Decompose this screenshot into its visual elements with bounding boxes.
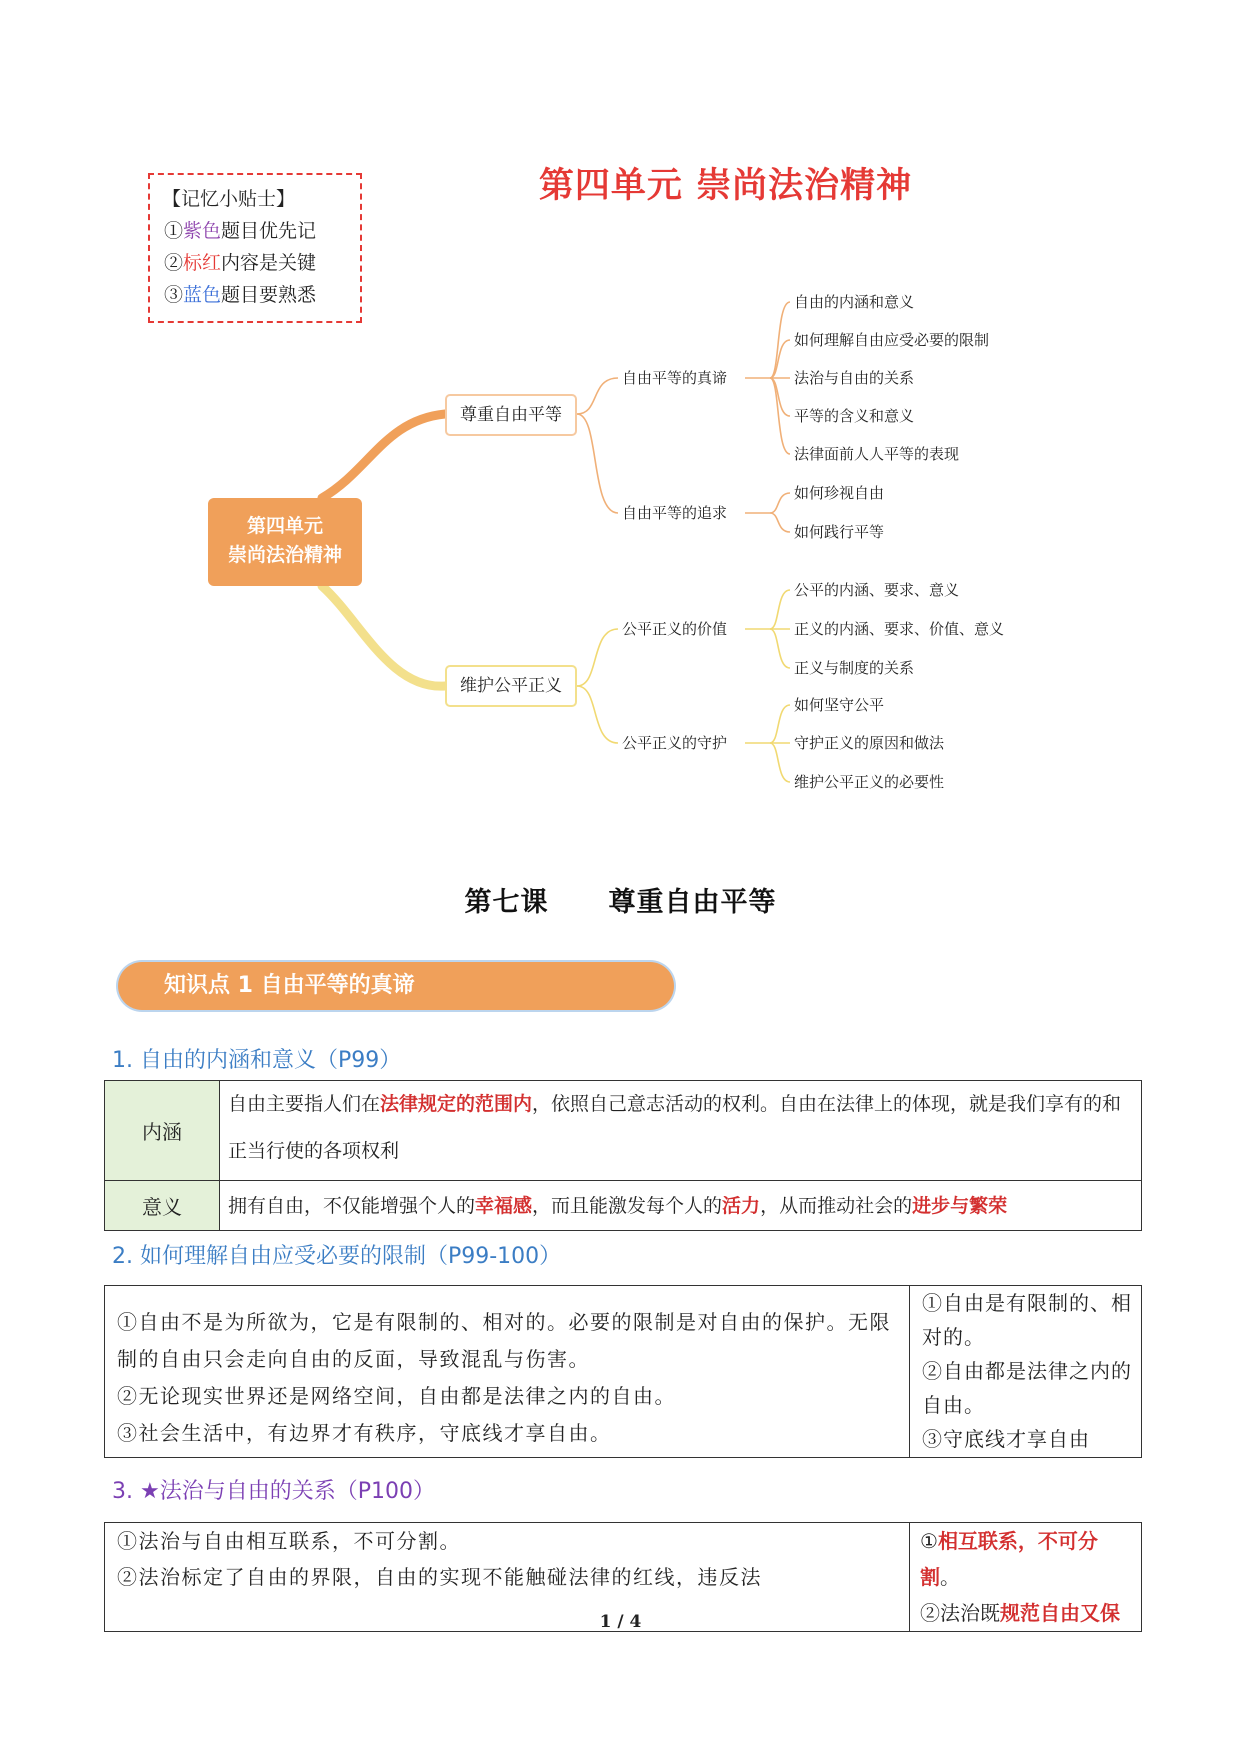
leaf-item: 平等的含义和意义 [794, 407, 915, 425]
row-text-significance: 拥有自由，不仅能增强个人的幸福感，而且能激发每个人的活力，从而推动社会的进步与繁荣 [220, 1181, 1142, 1231]
section-3-main-text: ①法治与自由相互联系，不可分割。 ②法治标定了自由的界限，自由的实现不能触碰法律的红线，违反法 [105, 1523, 910, 1632]
leaf-item: 公平的内涵、要求、意义 [794, 581, 960, 599]
connector-root-branch2 [322, 586, 445, 686]
section-2-heading: 2. 如何理解自由应受必要的限制（P99-100） [112, 1244, 562, 1269]
mindmap-root-node [208, 498, 362, 586]
mindmap-connectors [0, 0, 1241, 820]
lesson-title: 第七课 尊重自由平等 [464, 887, 777, 918]
section-2-summary: ①自由是有限制的、相对的。 ②自由都是法律之内的自由。 ③守底线才享自由 [910, 1286, 1142, 1458]
connector-b2-sub2 [577, 686, 618, 743]
section-3-summary: ①相互联系，不可分割。 ②法治既规范自由又保 [910, 1523, 1142, 1632]
tips-line-3: ③蓝色题目要熟悉 [164, 284, 317, 306]
root-line-2: 崇尚法治精神 [227, 544, 342, 566]
row-text-connotation: 自由主要指人们在法律规定的范围内，依照自己意志活动的权利。自由在法律上的体现，就是我们享有的和正当行使的各项权利 [220, 1081, 1142, 1181]
leaf-item: 正义的内涵、要求、价值、意义 [794, 620, 1005, 638]
subbranch-guarding-justice: 公平正义的守护 [622, 734, 728, 752]
knowledge-point-banner: 知识点 1 自由平等的真谛 [118, 962, 674, 1010]
section-2-main-text: ①自由不是为所欲为，它是有限制的、相对的。必要的限制是对自由的保护。无限制的自由只会走向自由的反面，导致混乱与伤害。 ②无论现实世界还是网络空间，自由都是法律之内的自由。 ③社会生活中，有边界才有秩序，守底线才享自由。 [105, 1286, 910, 1458]
section-3-heading: 3. ★法治与自由的关系（P100） [112, 1479, 435, 1504]
connector-b1-sub1 [577, 378, 618, 414]
leaf-item: 守护正义的原因和做法 [794, 734, 945, 752]
subbranch-truth-of-freedom-equality: 自由平等的真谛 [622, 369, 728, 387]
tips-title: 【记忆小贴士】 [162, 188, 296, 210]
row-label-significance: 意义 [105, 1181, 220, 1231]
section-1-heading: 1. 自由的内涵和意义（P99） [112, 1048, 402, 1073]
branch-node-uphold-justice: 维护公平正义 [445, 665, 577, 707]
leaf-item: 如何理解自由应受必要的限制 [794, 331, 990, 349]
root-line-1: 第四单元 [246, 515, 323, 537]
connector-root-branch1 [322, 414, 445, 498]
subbranch-value-of-justice: 公平正义的价值 [622, 620, 728, 638]
leaf-item: 维护公平正义的必要性 [794, 773, 945, 791]
leaf-item: 如何珍视自由 [794, 484, 885, 502]
row-label-connotation: 内涵 [105, 1081, 220, 1181]
connector-b1-sub2 [577, 414, 618, 513]
section-1-table [104, 1080, 1142, 1231]
leaf-item: 如何践行平等 [794, 523, 885, 541]
section-2-table [104, 1285, 1142, 1458]
branch-node-respect-freedom-equality: 尊重自由平等 [445, 394, 577, 436]
leaf-item: 法律面前人人平等的表现 [794, 445, 960, 463]
unit-title: 第四单元 崇尚法治精神 [538, 166, 913, 206]
leaf-item: 法治与自由的关系 [794, 369, 915, 387]
subbranch-pursuit-of-freedom-equality: 自由平等的追求 [622, 504, 728, 522]
leaf-item: 如何坚守公平 [794, 696, 885, 714]
tips-line-2: ②标红内容是关键 [164, 252, 317, 274]
connector-b2-sub1 [577, 629, 618, 686]
leaf-item: 正义与制度的关系 [794, 659, 915, 677]
page-number: 1 / 4 [599, 1612, 642, 1632]
leaf-item: 自由的内涵和意义 [794, 293, 915, 311]
tips-line-1: ①紫色题目优先记 [164, 220, 317, 242]
